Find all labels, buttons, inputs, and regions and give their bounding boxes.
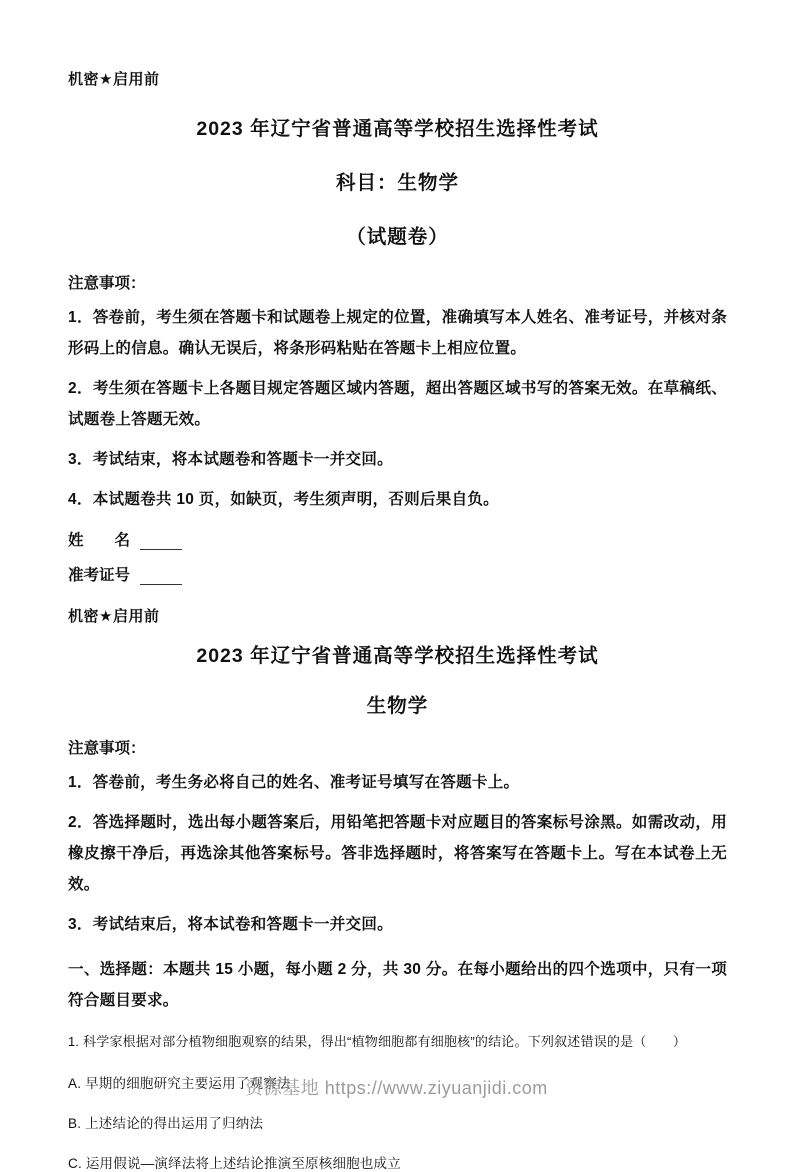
- inner-subject: 生物学: [366, 695, 429, 717]
- exam-subject-line: 科目：生物学: [335, 172, 459, 194]
- inner-notice-2: 2．答选择题时，选出每小题答案后，用铅笔把答题卡对应题目的答案标号涂黑。如需改动，用橡皮擦干净后，再选涂其他答案标号。答非选择题时，将答案写在答题卡上。写在本试卷上无效。: [68, 814, 727, 893]
- exam-id-field-row: [68, 563, 727, 585]
- paper-type-label: （试题卷）: [346, 226, 449, 248]
- front-notice-2: 2．考生须在答题卡上各题目规定答题区域内答题，超出答题区域书写的答案无效。在草稿纸、试题卷上答题无效。: [68, 380, 727, 428]
- name-field-row: [68, 528, 727, 550]
- front-notice-4: 4．本试题卷共 10 页，如缺页，考生须声明，否则后果自负。: [68, 491, 499, 508]
- front-notice-1: 1．答卷前，考生须在答题卡和试题卷上规定的位置，准确填写本人姓名、准考证号，并核对条形码上的信息。确认无误后，将条形码粘贴在答题卡上相应位置。: [68, 309, 727, 357]
- exam-id-label: 准考证号: [68, 567, 131, 584]
- question-1-option-c: C. 运用假说—演绎法将上述结论推演至原核细胞也成立: [68, 1156, 401, 1171]
- exam-id-blank: [140, 571, 182, 585]
- inner-notice-1: 1．答卷前，考生务必将自己的姓名、准考证号填写在答题卡上。: [68, 774, 520, 791]
- name-label: 姓 名: [68, 532, 131, 549]
- exam-title: 2023 年辽宁省普通高等学校招生选择性考试: [196, 118, 599, 140]
- watermark-footer: 资源基地 https://www.ziyuanjidi.com: [245, 1078, 548, 1098]
- inner-exam-title: 2023 年辽宁省普通高等学校招生选择性考试: [196, 645, 599, 667]
- question-1-text: 1. 科学家根据对部分植物细胞观察的结果，得出“植物细胞都有细胞核”的结论。下列叙述错误的是（ ）: [68, 1034, 687, 1049]
- question-1-option-a: A. 早期的细胞研究主要运用了观察法: [68, 1076, 291, 1091]
- inner-notice-3: 3．考试结束后，将本试卷和答题卡一并交回。: [68, 916, 393, 933]
- classified-label-inner: 机密★启用前: [68, 608, 160, 625]
- inner-notice-title: 注意事项：: [68, 740, 146, 757]
- question-1-option-b: B. 上述结论的得出运用了归纳法: [68, 1116, 264, 1131]
- section-one-header: 一、选择题：本题共 15 小题，每小题 2 分，共 30 分。在每小题给出的四个选项中，只有一项符合题目要求。: [68, 961, 727, 1009]
- classified-label-top: 机密★启用前: [68, 71, 160, 88]
- name-blank: [140, 536, 182, 550]
- front-notice-title: 注意事项：: [68, 275, 146, 292]
- front-notice-3: 3．考试结束，将本试题卷和答题卡一并交回。: [68, 451, 393, 468]
